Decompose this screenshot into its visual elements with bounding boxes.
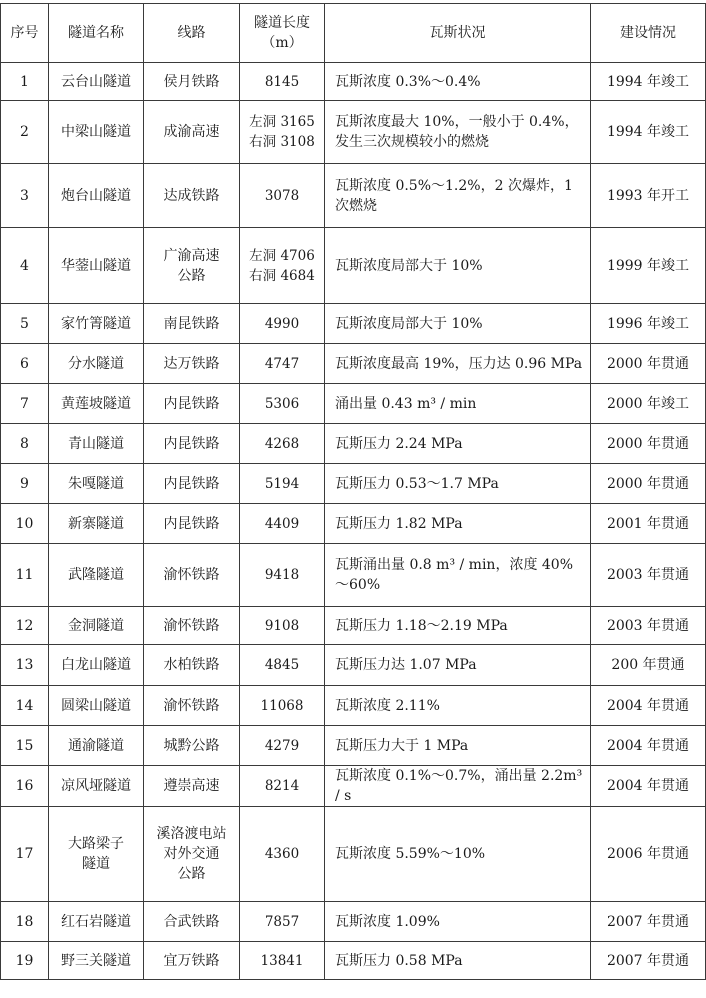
cell-route xyxy=(144,101,240,164)
cell-route-line: 内昆铁路 xyxy=(163,395,220,412)
cell-length-line: 7857 xyxy=(264,913,300,930)
cell-tunnel-name xyxy=(49,504,144,544)
cell-no: 15 xyxy=(1,726,49,766)
cell-construction-status: 2001 年贯通 xyxy=(591,504,706,544)
cell-length-line: 4268 xyxy=(264,435,300,452)
header-no: 序号 xyxy=(1,4,49,63)
cell-length xyxy=(240,304,325,344)
table-row xyxy=(1,101,706,164)
cell-no: 5 xyxy=(1,304,49,344)
table-row xyxy=(1,304,706,344)
cell-tunnel-name xyxy=(49,645,144,686)
cell-route xyxy=(144,384,240,424)
gas-tunnel-table xyxy=(0,3,706,980)
cell-route xyxy=(144,504,240,544)
cell-length-line: 13841 xyxy=(260,952,304,969)
cell-tunnel-name xyxy=(49,544,144,607)
cell-route xyxy=(144,686,240,726)
cell-route xyxy=(144,726,240,766)
cell-no: 3 xyxy=(1,164,49,228)
cell-construction-status: 2000 年贯通 xyxy=(591,464,706,504)
table-row xyxy=(1,504,706,544)
cell-gas-condition: 瓦斯浓度局部大于 10% xyxy=(325,304,591,344)
cell-route-line: 水柏铁路 xyxy=(163,657,220,673)
cell-route-line: 广渝高速 xyxy=(163,247,220,264)
header-route: 线路 xyxy=(144,4,240,63)
cell-length-line: 5194 xyxy=(264,475,300,492)
cell-length xyxy=(240,101,325,164)
cell-length xyxy=(240,686,325,726)
cell-tunnel-name-line: 黄莲坡隧道 xyxy=(61,395,131,412)
cell-tunnel-name-line: 隧道 xyxy=(82,856,110,872)
cell-no: 19 xyxy=(1,942,49,980)
table-row xyxy=(1,544,706,607)
cell-length-line: 4409 xyxy=(264,515,300,532)
cell-route xyxy=(144,164,240,228)
cell-construction-status: 200 年贯通 xyxy=(591,645,706,686)
header-construction-status: 建设情况 xyxy=(591,4,706,63)
cell-tunnel-name xyxy=(49,766,144,807)
cell-length xyxy=(240,544,325,607)
cell-tunnel-name xyxy=(49,304,144,344)
cell-route-line: 内昆铁路 xyxy=(163,435,220,452)
cell-length-line: 8145 xyxy=(264,73,300,90)
table-row xyxy=(1,766,706,807)
cell-gas-condition: 瓦斯压力 1.82 MPa xyxy=(325,504,591,544)
cell-route-line: 宜万铁路 xyxy=(163,952,220,969)
cell-length xyxy=(240,766,325,807)
cell-length xyxy=(240,902,325,942)
table-body xyxy=(1,63,706,980)
cell-tunnel-name-line: 中梁山隧道 xyxy=(61,124,131,140)
cell-tunnel-name-line: 分水隧道 xyxy=(68,355,124,372)
cell-route-line: 成渝高速 xyxy=(163,124,220,140)
table-row xyxy=(1,607,706,645)
cell-length-line: 4845 xyxy=(264,657,300,673)
header-length: 隧道长度（m） xyxy=(240,4,325,63)
cell-tunnel-name xyxy=(49,101,144,164)
cell-tunnel-name xyxy=(49,63,144,101)
cell-tunnel-name xyxy=(49,942,144,980)
cell-tunnel-name xyxy=(49,344,144,384)
cell-tunnel-name-line: 圆梁山隧道 xyxy=(61,697,131,714)
cell-length-line: 4360 xyxy=(264,846,300,862)
cell-route-line: 公路 xyxy=(177,866,206,882)
cell-route xyxy=(144,304,240,344)
cell-gas-condition: 瓦斯压力达 1.07 MPa xyxy=(325,645,591,686)
cell-gas-condition: 瓦斯浓度最高 19%，压力达 0.96 MPa xyxy=(325,344,591,384)
cell-length xyxy=(240,807,325,902)
cell-tunnel-name-line: 华蓥山隧道 xyxy=(61,257,131,274)
cell-route xyxy=(144,63,240,101)
cell-gas-condition: 瓦斯浓度 0.1%～0.7%，涌出量 2.2m³ / s xyxy=(325,766,591,807)
cell-tunnel-name xyxy=(49,686,144,726)
cell-route xyxy=(144,464,240,504)
cell-gas-condition: 瓦斯浓度 1.09% xyxy=(325,902,591,942)
cell-route-line: 城黔公路 xyxy=(163,737,220,754)
cell-route-line: 南昆铁路 xyxy=(163,315,220,332)
cell-length xyxy=(240,164,325,228)
cell-route xyxy=(144,942,240,980)
table-row xyxy=(1,686,706,726)
cell-length xyxy=(240,228,325,304)
cell-tunnel-name-line: 野三关隧道 xyxy=(61,952,131,969)
cell-tunnel-name xyxy=(49,164,144,228)
cell-route-line: 内昆铁路 xyxy=(163,475,220,492)
cell-route-line: 内昆铁路 xyxy=(163,515,220,532)
cell-tunnel-name xyxy=(49,228,144,304)
cell-gas-condition: 瓦斯浓度 0.3%～0.4% xyxy=(325,63,591,101)
cell-route-line: 渝怀铁路 xyxy=(163,617,220,634)
cell-length-line: 4279 xyxy=(264,737,300,754)
cell-length-line: 右洞 4684 xyxy=(249,267,315,284)
cell-no: 2 xyxy=(1,101,49,164)
cell-no: 13 xyxy=(1,645,49,686)
cell-route-line: 合武铁路 xyxy=(163,913,220,930)
cell-no: 11 xyxy=(1,544,49,607)
table-row xyxy=(1,344,706,384)
cell-route-line: 达成铁路 xyxy=(163,187,220,204)
cell-length-line: 4747 xyxy=(264,355,300,372)
cell-tunnel-name-line: 大路梁子 xyxy=(68,836,124,852)
cell-tunnel-name-line: 凉风垭隧道 xyxy=(61,778,131,794)
cell-route-line: 溪洛渡电站 xyxy=(156,826,227,842)
cell-construction-status: 2007 年贯通 xyxy=(591,942,706,980)
cell-route xyxy=(144,766,240,807)
cell-construction-status: 2000 年贯通 xyxy=(591,344,706,384)
cell-route xyxy=(144,902,240,942)
cell-length-line: 右洞 3108 xyxy=(249,134,315,150)
cell-length-line: 左洞 4706 xyxy=(249,247,315,264)
cell-gas-condition: 瓦斯浓度 5.59%～10% xyxy=(325,807,591,902)
table-row xyxy=(1,63,706,101)
cell-gas-condition: 瓦斯浓度 0.5%～1.2%，2 次爆炸，1 次燃烧 xyxy=(325,164,591,228)
cell-tunnel-name-line: 炮台山隧道 xyxy=(61,187,131,204)
cell-route-line: 侯月铁路 xyxy=(163,73,220,90)
cell-no: 1 xyxy=(1,63,49,101)
cell-construction-status: 2004 年贯通 xyxy=(591,766,706,807)
cell-route xyxy=(144,228,240,304)
cell-tunnel-name-line: 红石岩隧道 xyxy=(61,913,131,930)
cell-no: 18 xyxy=(1,902,49,942)
cell-gas-condition: 瓦斯浓度局部大于 10% xyxy=(325,228,591,304)
table-row xyxy=(1,228,706,304)
cell-tunnel-name-line: 家竹箐隧道 xyxy=(61,315,131,332)
cell-length-line: 左洞 3165 xyxy=(249,114,315,130)
cell-route xyxy=(144,607,240,645)
cell-tunnel-name xyxy=(49,607,144,645)
cell-tunnel-name-line: 白龙山隧道 xyxy=(61,657,131,673)
cell-length xyxy=(240,424,325,464)
cell-length-line: 9108 xyxy=(264,617,300,634)
cell-construction-status: 2003 年贯通 xyxy=(591,544,706,607)
cell-tunnel-name-line: 金洞隧道 xyxy=(68,617,124,634)
cell-no: 4 xyxy=(1,228,49,304)
table-row xyxy=(1,645,706,686)
cell-route-line: 渝怀铁路 xyxy=(163,697,220,714)
header-tunnel-name: 隧道名称 xyxy=(49,4,144,63)
cell-tunnel-name-line: 青山隧道 xyxy=(68,435,124,452)
cell-no: 16 xyxy=(1,766,49,807)
cell-length xyxy=(240,645,325,686)
cell-tunnel-name-line: 云台山隧道 xyxy=(61,73,131,90)
cell-construction-status: 2004 年贯通 xyxy=(591,686,706,726)
cell-construction-status: 1999 年竣工 xyxy=(591,228,706,304)
cell-gas-condition: 瓦斯涌出量 0.8 m³ / min，浓度 40%～60% xyxy=(325,544,591,607)
cell-construction-status: 1996 年竣工 xyxy=(591,304,706,344)
table-row xyxy=(1,424,706,464)
cell-length xyxy=(240,726,325,766)
cell-gas-condition: 瓦斯压力 1.18～2.19 MPa xyxy=(325,607,591,645)
cell-gas-condition: 瓦斯压力 2.24 MPa xyxy=(325,424,591,464)
cell-construction-status: 2000 年竣工 xyxy=(591,384,706,424)
cell-tunnel-name xyxy=(49,726,144,766)
table-row xyxy=(1,164,706,228)
cell-length-line: 3078 xyxy=(264,187,300,204)
cell-no: 9 xyxy=(1,464,49,504)
cell-length-line: 8214 xyxy=(264,778,300,794)
cell-length-line: 9418 xyxy=(264,567,300,583)
cell-length xyxy=(240,63,325,101)
cell-length xyxy=(240,607,325,645)
cell-construction-status: 2003 年贯通 xyxy=(591,607,706,645)
cell-no: 17 xyxy=(1,807,49,902)
cell-length xyxy=(240,384,325,424)
cell-gas-condition: 瓦斯压力 0.53～1.7 MPa xyxy=(325,464,591,504)
cell-tunnel-name-line: 朱嘎隧道 xyxy=(68,475,124,492)
cell-gas-condition: 涌出量 0.43 m³ / min xyxy=(325,384,591,424)
cell-construction-status: 2006 年贯通 xyxy=(591,807,706,902)
table-row xyxy=(1,726,706,766)
cell-tunnel-name-line: 通渝隧道 xyxy=(68,737,124,754)
cell-length xyxy=(240,942,325,980)
cell-construction-status: 1994 年竣工 xyxy=(591,101,706,164)
cell-construction-status: 1994 年竣工 xyxy=(591,63,706,101)
cell-length-line: 4990 xyxy=(264,315,300,332)
cell-no: 12 xyxy=(1,607,49,645)
cell-no: 8 xyxy=(1,424,49,464)
cell-route-line: 遵崇高速 xyxy=(163,778,220,794)
cell-gas-condition: 瓦斯浓度最大 10%，一般小于 0.4%，发生三次规模较小的燃烧 xyxy=(325,101,591,164)
cell-no: 10 xyxy=(1,504,49,544)
cell-no: 14 xyxy=(1,686,49,726)
cell-tunnel-name xyxy=(49,464,144,504)
cell-gas-condition: 瓦斯压力大于 1 MPa xyxy=(325,726,591,766)
cell-construction-status: 1993 年开工 xyxy=(591,164,706,228)
cell-tunnel-name-line: 武隆隧道 xyxy=(68,567,124,583)
cell-construction-status: 2000 年贯通 xyxy=(591,424,706,464)
cell-no: 6 xyxy=(1,344,49,384)
cell-length xyxy=(240,344,325,384)
cell-gas-condition: 瓦斯浓度 2.11% xyxy=(325,686,591,726)
cell-tunnel-name xyxy=(49,384,144,424)
cell-tunnel-name xyxy=(49,807,144,902)
cell-construction-status: 2004 年贯通 xyxy=(591,726,706,766)
cell-route xyxy=(144,424,240,464)
table-row xyxy=(1,942,706,980)
cell-gas-condition: 瓦斯压力 0.58 MPa xyxy=(325,942,591,980)
cell-tunnel-name xyxy=(49,902,144,942)
cell-length-line: 5306 xyxy=(264,395,300,412)
cell-route-line: 达万铁路 xyxy=(163,355,220,372)
header-gas-condition: 瓦斯状况 xyxy=(325,4,591,63)
cell-route-line: 渝怀铁路 xyxy=(163,567,220,583)
cell-route xyxy=(144,344,240,384)
cell-tunnel-name xyxy=(49,424,144,464)
cell-length-line: 11068 xyxy=(260,697,304,714)
cell-tunnel-name-line: 新寨隧道 xyxy=(68,515,124,532)
table-row xyxy=(1,807,706,902)
cell-construction-status: 2007 年贯通 xyxy=(591,902,706,942)
cell-route xyxy=(144,544,240,607)
cell-length xyxy=(240,504,325,544)
cell-route-line: 公路 xyxy=(177,267,206,284)
cell-length xyxy=(240,464,325,504)
table-row xyxy=(1,464,706,504)
table-row xyxy=(1,902,706,942)
cell-route xyxy=(144,645,240,686)
cell-no: 7 xyxy=(1,384,49,424)
cell-route xyxy=(144,807,240,902)
cell-route-line: 对外交通 xyxy=(163,846,220,862)
table-row xyxy=(1,384,706,424)
table-header xyxy=(1,4,706,63)
